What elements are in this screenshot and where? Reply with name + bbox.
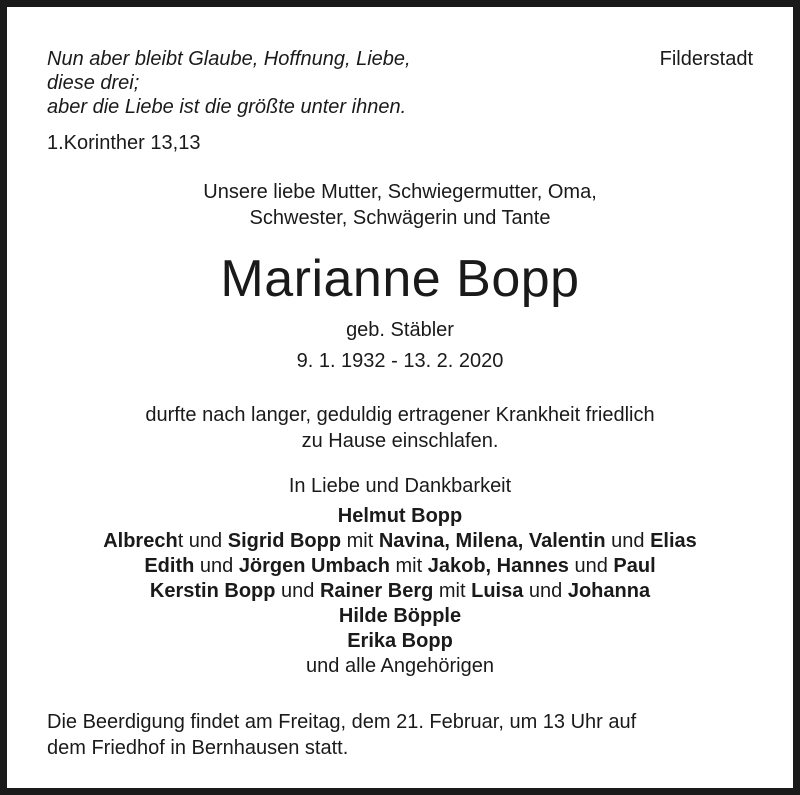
mourner-name: Albrech <box>103 530 178 552</box>
connector-text: und <box>194 555 239 577</box>
mourner-name: Luisa <box>471 580 524 602</box>
passing-text <box>7 402 793 454</box>
mourner-name: Navina, Milena, Valentin <box>378 530 606 552</box>
location: Filderstadt <box>659 48 753 70</box>
thanks-line: In Liebe und Dankbarkeit <box>288 475 512 497</box>
connector-text: mit <box>433 580 472 602</box>
connector-text: t und <box>177 530 228 552</box>
mourner-name: Helmut Bopp <box>337 505 463 527</box>
passing-line: zu Hause einschlafen. <box>301 430 499 452</box>
intro-line: Schwester, Schwägerin und Tante <box>249 207 551 229</box>
mourner-row <box>7 554 793 579</box>
mourner-row <box>7 604 793 629</box>
funeral-line: Die Beerdigung findet am Freitag, dem 21. Februar, um 13 Uhr auf <box>47 711 637 733</box>
mourner-name: Jörgen Umbach <box>238 555 390 577</box>
quote-reference: 1.Korinther 13,13 <box>47 132 201 154</box>
quote-line: Nun aber bleibt Glaube, Hoffnung, Liebe, <box>47 48 411 70</box>
mourner-name: Erika Bopp <box>347 630 453 652</box>
intro-line: Unsere liebe Mutter, Schwiegermutter, Oma, <box>203 181 597 203</box>
funeral-info <box>47 709 767 761</box>
mourner-name: Edith <box>144 555 195 577</box>
passing-line: durfte nach langer, geduldig ertragener Krankheit friedlich <box>145 404 655 426</box>
mourner-name: Sigrid Bopp <box>227 530 342 552</box>
connector-text: und <box>605 530 651 552</box>
mourner-row <box>7 629 793 654</box>
connector-text: und <box>568 555 614 577</box>
mourner-name: Jakob, Hannes <box>427 555 569 577</box>
mourner-row <box>7 579 793 604</box>
connector-text: und <box>275 580 320 602</box>
mourner-name: Kerstin Bopp <box>149 580 276 602</box>
mourner-name: Paul <box>613 555 656 577</box>
funeral-line: dem Friedhof in Bernhausen statt. <box>47 737 349 759</box>
mourner-row <box>7 529 793 554</box>
mourner-name: Elias <box>650 530 697 552</box>
intro-text <box>7 179 793 231</box>
connector-text: mit <box>389 555 428 577</box>
bible-quote <box>47 47 607 119</box>
quote-line: aber die Liebe ist die größte unter ihnen. <box>47 96 407 118</box>
connector-text: mit <box>341 530 379 552</box>
life-dates: 9. 1. 1932 - 13. 2. 2020 <box>296 350 504 372</box>
maiden-name: geb. Stäbler <box>346 319 454 341</box>
mourner-name: Rainer Berg <box>319 580 434 602</box>
mourners-list <box>7 504 793 679</box>
connector-text: und <box>523 580 568 602</box>
mourner-name: Hilde Böpple <box>338 605 462 627</box>
deceased-name: Marianne Bopp <box>220 250 580 308</box>
mourner-row <box>7 504 793 529</box>
quote-line: diese drei; <box>47 72 140 94</box>
relatives-text: und alle Angehörigen <box>306 655 494 677</box>
mourner-name: Johanna <box>567 580 651 602</box>
mourner-row <box>7 654 793 679</box>
